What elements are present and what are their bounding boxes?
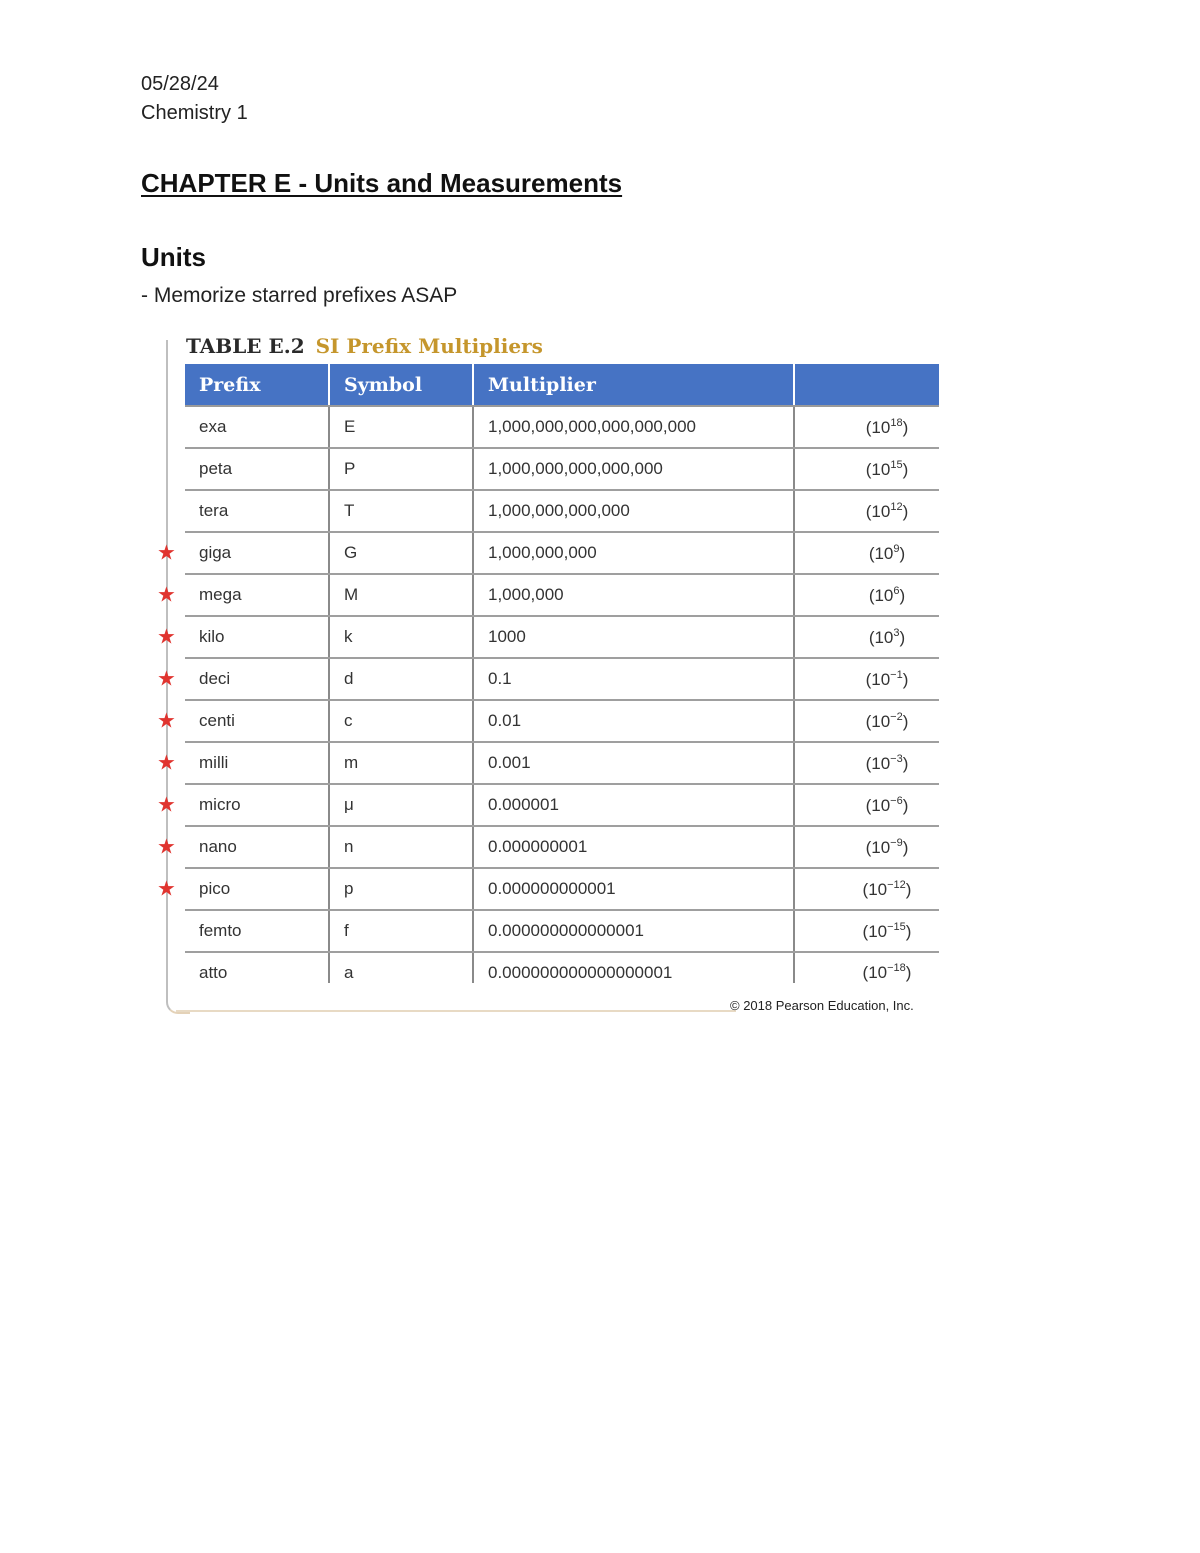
- table-row: [185, 784, 939, 826]
- symbol-cell: f: [329, 910, 473, 952]
- power-cell: [794, 532, 939, 574]
- star-icon: ★: [157, 877, 176, 901]
- power-cell: [794, 700, 939, 742]
- star-icon: ★: [157, 793, 176, 817]
- power-base: (10: [865, 711, 891, 731]
- table-caption-title: SI Prefix Multipliers: [315, 334, 543, 358]
- copyright-notice: © 2018 Pearson Education, Inc.: [730, 998, 914, 1013]
- table-row: [185, 700, 939, 742]
- column-header-power: [794, 364, 939, 406]
- power-exponent: 6: [893, 584, 900, 597]
- symbol-cell: P: [329, 448, 473, 490]
- prefix-name: atto: [199, 963, 228, 982]
- power-notation: [866, 796, 909, 815]
- power-cell: [794, 868, 939, 910]
- table-caption-label: TABLE E.2: [186, 334, 305, 358]
- multiplier-cell: 0.000000000000000001: [473, 952, 794, 983]
- multiplier-cell: 0.000001: [473, 784, 794, 826]
- power-cell: [794, 490, 939, 532]
- table-row: [185, 742, 939, 784]
- table-header-row: [185, 364, 939, 406]
- table-row: [185, 574, 939, 616]
- power-close: ): [899, 543, 906, 563]
- power-base: (10: [868, 627, 894, 647]
- prefix-name: exa: [199, 417, 227, 436]
- symbol-cell: M: [329, 574, 473, 616]
- prefix-table: [157, 364, 939, 983]
- multiplier-cell: 1,000,000,000,000,000,000: [473, 406, 794, 448]
- power-base: (10: [862, 963, 888, 982]
- course-text: Chemistry 1: [141, 102, 248, 124]
- power-base: (10: [865, 795, 891, 815]
- table-row: [185, 490, 939, 532]
- power-close: ): [902, 459, 909, 479]
- prefix-cell: [157, 826, 329, 868]
- prefix-name: kilo: [199, 627, 225, 646]
- power-close: ): [902, 795, 909, 815]
- multiplier-cell: 0.1: [473, 658, 794, 700]
- column-header-multiplier: Multiplier: [473, 364, 794, 406]
- power-cell: [794, 784, 939, 826]
- power-close: ): [905, 963, 912, 982]
- column-header-symbol: Symbol: [329, 364, 473, 406]
- star-icon: ★: [157, 709, 176, 733]
- power-cell: [794, 742, 939, 784]
- power-exponent: −1: [890, 668, 903, 681]
- power-notation: [869, 628, 905, 647]
- prefix-cell: [157, 658, 329, 700]
- power-notation: [869, 586, 905, 605]
- table-row: [185, 532, 939, 574]
- prefix-name: pico: [199, 879, 231, 898]
- power-cell: [794, 406, 939, 448]
- power-notation: [866, 838, 909, 857]
- symbol-cell: m: [329, 742, 473, 784]
- prefix-cell: [157, 742, 329, 784]
- prefix-cell: [185, 952, 329, 983]
- table-body: [157, 406, 939, 983]
- power-notation: [869, 544, 905, 563]
- power-notation: [863, 922, 912, 941]
- power-base: (10: [865, 753, 891, 773]
- prefix-cell: [185, 910, 329, 952]
- multiplier-cell: 1,000,000,000,000: [473, 490, 794, 532]
- power-cell: [794, 616, 939, 658]
- prefix-name: peta: [199, 459, 233, 478]
- power-close: ): [902, 711, 909, 731]
- power-notation: [866, 712, 909, 731]
- symbol-cell: p: [329, 868, 473, 910]
- prefix-name: nano: [199, 837, 237, 856]
- symbol-cell: E: [329, 406, 473, 448]
- multiplier-cell: 1000: [473, 616, 794, 658]
- prefix-name: centi: [199, 711, 235, 730]
- power-notation: [863, 880, 912, 899]
- prefix-name: mega: [199, 585, 242, 604]
- power-notation: [866, 418, 909, 437]
- power-cell: [794, 952, 939, 983]
- date-text: 05/28/24: [141, 73, 219, 95]
- star-icon: ★: [157, 583, 176, 607]
- power-base: (10: [865, 417, 891, 437]
- power-close: ): [902, 837, 909, 857]
- prefix-cell: [157, 616, 329, 658]
- power-exponent: −15: [887, 920, 906, 933]
- section-heading: Units: [141, 242, 206, 272]
- table-row: [185, 910, 939, 952]
- prefix-cell: [157, 532, 329, 574]
- chapter-title: CHAPTER E - Units and Measurements: [141, 168, 623, 198]
- power-close: ): [905, 921, 912, 941]
- power-exponent: 12: [890, 500, 903, 513]
- table-row: [185, 868, 939, 910]
- bullet-note: - Memorize starred prefixes ASAP: [141, 284, 458, 307]
- symbol-cell: a: [329, 952, 473, 983]
- table-row: [185, 406, 939, 448]
- power-close: ): [902, 669, 909, 689]
- prefix-name: tera: [199, 501, 229, 520]
- power-notation: [866, 754, 909, 773]
- star-icon: ★: [157, 667, 176, 691]
- prefix-cell: [185, 448, 329, 490]
- table-row: [185, 826, 939, 868]
- multiplier-cell: 0.000000001: [473, 826, 794, 868]
- symbol-cell: G: [329, 532, 473, 574]
- star-icon: ★: [157, 625, 176, 649]
- multiplier-cell: 0.001: [473, 742, 794, 784]
- prefix-name: giga: [199, 543, 232, 562]
- prefix-cell: [157, 868, 329, 910]
- table-row: [185, 658, 939, 700]
- figure-frame-bottom: [176, 1010, 736, 1012]
- power-notation: [866, 502, 909, 521]
- star-icon: ★: [157, 835, 176, 859]
- power-notation: [866, 670, 909, 689]
- power-base: (10: [868, 543, 894, 563]
- power-notation: [866, 460, 909, 479]
- power-close: ): [902, 753, 909, 773]
- power-close: ): [899, 585, 906, 605]
- prefix-cell: [185, 490, 329, 532]
- prefix-cell: [157, 700, 329, 742]
- power-close: ): [902, 417, 909, 437]
- symbol-cell: c: [329, 700, 473, 742]
- multiplier-cell: 0.000000000001: [473, 868, 794, 910]
- power-base: (10: [865, 669, 891, 689]
- power-notation: [863, 963, 912, 982]
- prefix-cell: [157, 784, 329, 826]
- power-exponent: 18: [890, 416, 903, 429]
- power-close: ): [905, 879, 912, 899]
- power-exponent: −9: [890, 836, 903, 849]
- table-row: [185, 448, 939, 490]
- si-prefix-table-figure: [157, 334, 950, 1014]
- power-close: ): [899, 627, 906, 647]
- power-exponent: −2: [890, 710, 903, 723]
- power-base: (10: [865, 501, 891, 521]
- prefix-name: micro: [199, 795, 241, 814]
- power-cell: [794, 574, 939, 616]
- star-icon: ★: [157, 541, 176, 565]
- power-exponent: 9: [893, 542, 900, 555]
- symbol-cell: n: [329, 826, 473, 868]
- multiplier-cell: 1,000,000,000: [473, 532, 794, 574]
- power-exponent: −12: [887, 878, 906, 891]
- power-base: (10: [868, 585, 894, 605]
- power-cell: [794, 448, 939, 490]
- power-exponent: −3: [890, 752, 903, 765]
- symbol-cell: k: [329, 616, 473, 658]
- power-exponent: 15: [890, 458, 903, 471]
- prefix-cell: [185, 406, 329, 448]
- column-header-prefix: Prefix: [185, 364, 329, 406]
- page-header: [141, 70, 248, 128]
- power-base: (10: [865, 459, 891, 479]
- symbol-cell: T: [329, 490, 473, 532]
- table-row: [185, 952, 939, 983]
- power-base: (10: [865, 837, 891, 857]
- power-cell: [794, 658, 939, 700]
- star-icon: ★: [157, 751, 176, 775]
- power-exponent: −18: [887, 962, 906, 974]
- power-cell: [794, 910, 939, 952]
- power-exponent: −6: [890, 794, 903, 807]
- prefix-name: deci: [199, 669, 231, 688]
- power-exponent: 3: [893, 626, 900, 639]
- prefix-name: milli: [199, 753, 229, 772]
- multiplier-cell: 0.000000000000001: [473, 910, 794, 952]
- prefix-name: femto: [199, 921, 242, 940]
- power-close: ): [902, 501, 909, 521]
- power-base: (10: [862, 921, 888, 941]
- symbol-cell: μ: [329, 784, 473, 826]
- multiplier-cell: 0.01: [473, 700, 794, 742]
- table-row: [185, 616, 939, 658]
- symbol-cell: d: [329, 658, 473, 700]
- power-base: (10: [862, 879, 888, 899]
- multiplier-cell: 1,000,000,000,000,000: [473, 448, 794, 490]
- table-caption: [186, 334, 543, 358]
- multiplier-cell: 1,000,000: [473, 574, 794, 616]
- prefix-cell: [157, 574, 329, 616]
- power-cell: [794, 826, 939, 868]
